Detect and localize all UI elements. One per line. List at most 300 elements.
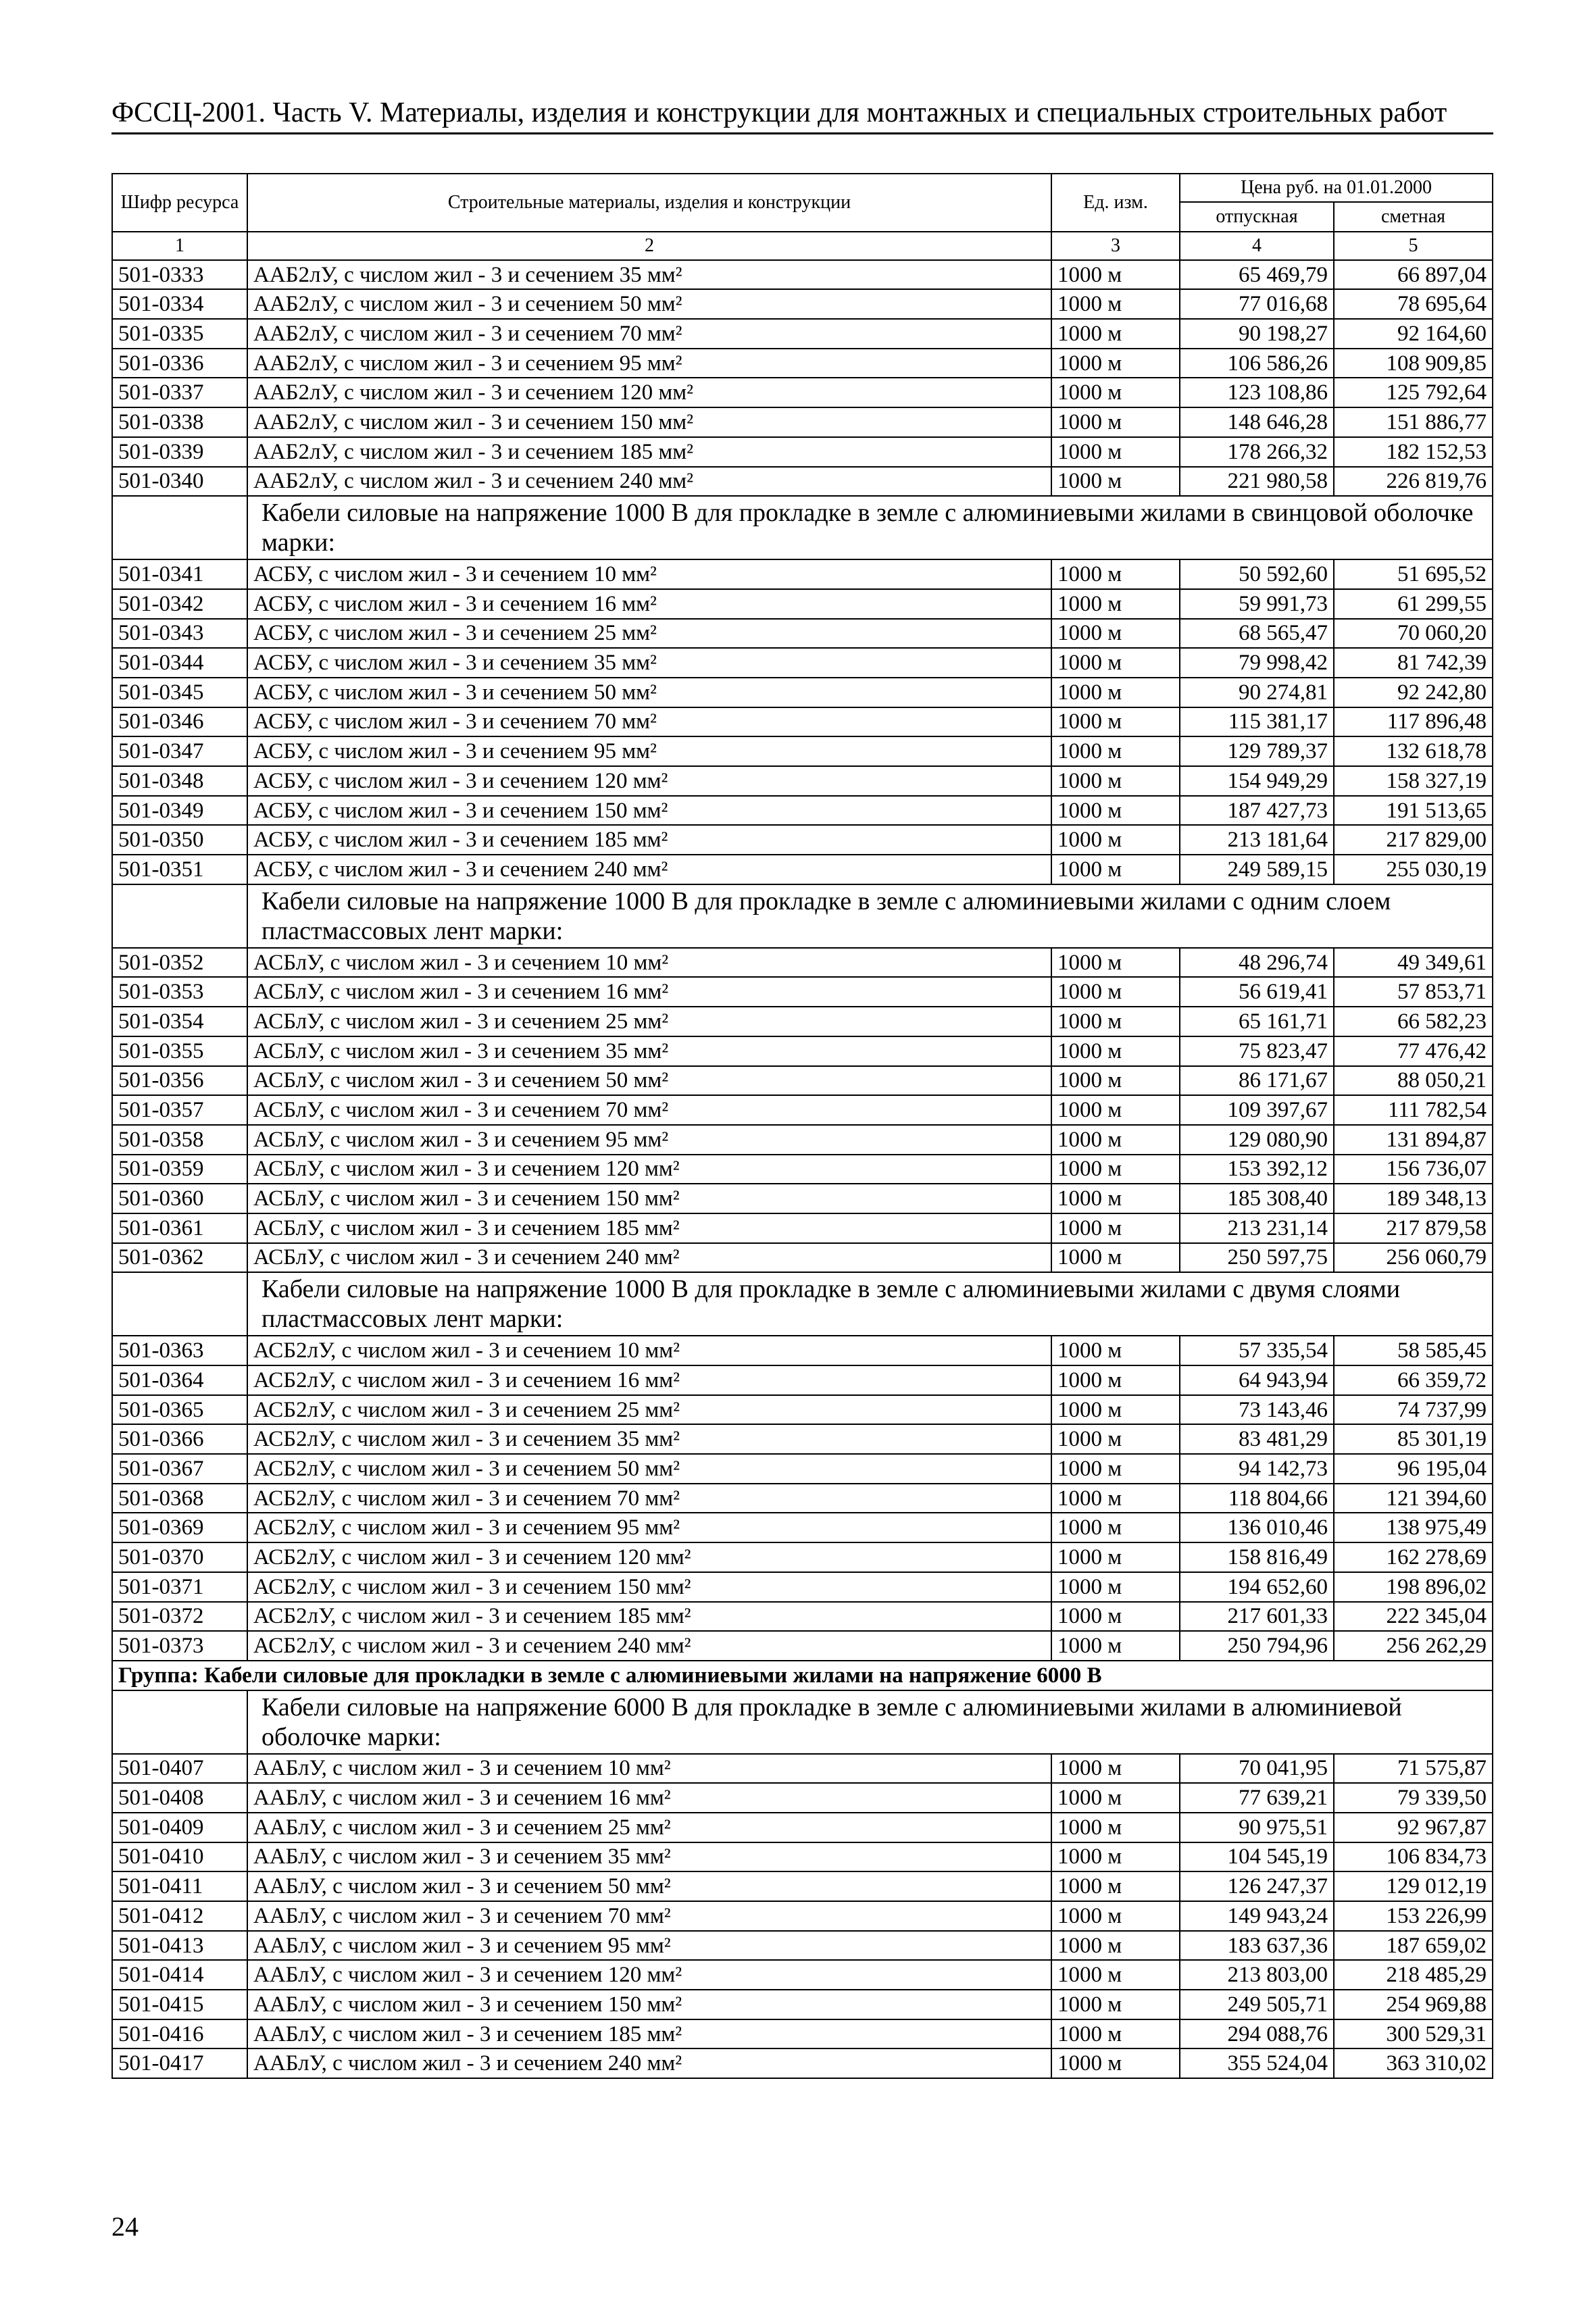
material-name: ААБлУ, с числом жил - 3 и сечением 95 мм² xyxy=(247,1931,1051,1961)
table-row xyxy=(112,1513,1493,1542)
table-row xyxy=(112,1572,1493,1602)
release-price: 217 601,33 xyxy=(1180,1602,1334,1632)
estimate-price: 49 349,61 xyxy=(1334,948,1493,978)
subsection-title: Кабели силовые на напряжение 1000 В для прокладке в земле с алюминиевыми жилами в свинцовой оболочке марки: xyxy=(247,496,1493,559)
unit: 1000 м xyxy=(1051,707,1180,737)
unit: 1000 м xyxy=(1051,589,1180,619)
unit: 1000 м xyxy=(1051,1990,1180,2019)
estimate-price: 153 226,99 xyxy=(1334,1901,1493,1931)
material-name: АСБ2лУ, с числом жил - 3 и сечением 185 мм² xyxy=(247,1602,1051,1632)
unit: 1000 м xyxy=(1051,619,1180,649)
release-price: 129 789,37 xyxy=(1180,736,1334,766)
unit: 1000 м xyxy=(1051,1184,1180,1213)
header-code: Шифр ресурса xyxy=(112,174,247,232)
material-name: АСБУ, с числом жил - 3 и сечением 50 мм² xyxy=(247,678,1051,707)
unit: 1000 м xyxy=(1051,796,1180,826)
material-name: ААБ2лУ, с числом жил - 3 и сечением 185 мм² xyxy=(247,437,1051,467)
table-row xyxy=(112,1871,1493,1901)
material-name: АСБУ, с числом жил - 3 и сечением 95 мм² xyxy=(247,736,1051,766)
table-header-row xyxy=(112,174,1493,202)
table-row xyxy=(112,260,1493,290)
material-name: АСБлУ, с числом жил - 3 и сечением 70 мм² xyxy=(247,1095,1051,1125)
estimate-price: 108 909,85 xyxy=(1334,349,1493,378)
table-row xyxy=(112,1213,1493,1243)
unit: 1000 м xyxy=(1051,855,1180,884)
resource-code: 501-0407 xyxy=(112,1754,247,1784)
release-price: 56 619,41 xyxy=(1180,977,1334,1007)
resource-code: 501-0346 xyxy=(112,707,247,737)
estimate-price: 131 894,87 xyxy=(1334,1125,1493,1155)
estimate-price: 300 529,31 xyxy=(1334,2019,1493,2049)
resource-code: 501-0373 xyxy=(112,1631,247,1661)
table-row xyxy=(112,1184,1493,1213)
table-row xyxy=(112,1931,1493,1961)
table-row xyxy=(112,1036,1493,1066)
resource-code: 501-0357 xyxy=(112,1095,247,1125)
material-name: АСБ2лУ, с числом жил - 3 и сечением 95 мм² xyxy=(247,1513,1051,1542)
resource-code: 501-0337 xyxy=(112,378,247,407)
resource-code: 501-0339 xyxy=(112,437,247,467)
resource-code: 501-0349 xyxy=(112,796,247,826)
resource-code: 501-0341 xyxy=(112,559,247,589)
material-name: ААБлУ, с числом жил - 3 и сечением 16 мм² xyxy=(247,1783,1051,1813)
estimate-price: 66 359,72 xyxy=(1334,1365,1493,1395)
header-estimate: сметная xyxy=(1334,202,1493,232)
release-price: 94 142,73 xyxy=(1180,1454,1334,1484)
subsection-row xyxy=(112,1690,1493,1754)
resource-code: 501-0338 xyxy=(112,407,247,437)
estimate-price: 51 695,52 xyxy=(1334,559,1493,589)
estimate-price: 198 896,02 xyxy=(1334,1572,1493,1602)
release-price: 64 943,94 xyxy=(1180,1365,1334,1395)
unit: 1000 м xyxy=(1051,1095,1180,1125)
release-price: 65 161,71 xyxy=(1180,1007,1334,1036)
release-price: 59 991,73 xyxy=(1180,589,1334,619)
resource-code: 501-0355 xyxy=(112,1036,247,1066)
material-name: ААБлУ, с числом жил - 3 и сечением 120 мм² xyxy=(247,1960,1051,1990)
page-number: 24 xyxy=(111,2211,139,2242)
table-row xyxy=(112,707,1493,737)
resource-code: 501-0342 xyxy=(112,589,247,619)
release-price: 221 980,58 xyxy=(1180,467,1334,497)
material-name: ААБлУ, с числом жил - 3 и сечением 150 мм² xyxy=(247,1990,1051,2019)
release-price: 86 171,67 xyxy=(1180,1066,1334,1096)
table-row xyxy=(112,378,1493,407)
resource-code: 501-0410 xyxy=(112,1842,247,1872)
unit: 1000 м xyxy=(1051,1631,1180,1661)
resource-code: 501-0368 xyxy=(112,1484,247,1513)
unit: 1000 м xyxy=(1051,1036,1180,1066)
release-price: 90 198,27 xyxy=(1180,319,1334,349)
table-row xyxy=(112,1960,1493,1990)
empty-code-cell xyxy=(112,1272,247,1336)
unit: 1000 м xyxy=(1051,260,1180,290)
estimate-price: 162 278,69 xyxy=(1334,1542,1493,1572)
table-row xyxy=(112,2048,1493,2078)
column-number: 4 xyxy=(1180,232,1334,260)
unit: 1000 м xyxy=(1051,1960,1180,1990)
table-row xyxy=(112,467,1493,497)
release-price: 75 823,47 xyxy=(1180,1036,1334,1066)
estimate-price: 85 301,19 xyxy=(1334,1424,1493,1454)
price-table xyxy=(111,173,1493,2079)
unit: 1000 м xyxy=(1051,1513,1180,1542)
material-name: ААБ2лУ, с числом жил - 3 и сечением 150 мм² xyxy=(247,407,1051,437)
resource-code: 501-0369 xyxy=(112,1513,247,1542)
estimate-price: 66 582,23 xyxy=(1334,1007,1493,1036)
unit: 1000 м xyxy=(1051,1842,1180,1872)
table-row xyxy=(112,1484,1493,1513)
group-title: Группа: Кабели силовые для прокладки в земле с алюминиевыми жилами на напряжение 6000 В xyxy=(112,1661,1493,1690)
subsection-title: Кабели силовые на напряжение 6000 В для прокладке в земле с алюминиевыми жилами в алюминиевой оболочке марки: xyxy=(247,1690,1493,1754)
release-price: 65 469,79 xyxy=(1180,260,1334,290)
unit: 1000 м xyxy=(1051,1454,1180,1484)
resource-code: 501-0370 xyxy=(112,1542,247,1572)
table-row xyxy=(112,1990,1493,2019)
header-release: отпускная xyxy=(1180,202,1334,232)
resource-code: 501-0343 xyxy=(112,619,247,649)
release-price: 57 335,54 xyxy=(1180,1336,1334,1365)
resource-code: 501-0360 xyxy=(112,1184,247,1213)
estimate-price: 117 896,48 xyxy=(1334,707,1493,737)
table-row xyxy=(112,1754,1493,1784)
unit: 1000 м xyxy=(1051,2048,1180,2078)
release-price: 194 652,60 xyxy=(1180,1572,1334,1602)
resource-code: 501-0347 xyxy=(112,736,247,766)
table-row xyxy=(112,678,1493,707)
table-row xyxy=(112,289,1493,319)
resource-code: 501-0412 xyxy=(112,1901,247,1931)
material-name: ААБ2лУ, с числом жил - 3 и сечением 50 мм² xyxy=(247,289,1051,319)
release-price: 123 108,86 xyxy=(1180,378,1334,407)
unit: 1000 м xyxy=(1051,1424,1180,1454)
subsection-row xyxy=(112,1272,1493,1336)
material-name: АСБ2лУ, с числом жил - 3 и сечением 120 мм² xyxy=(247,1542,1051,1572)
release-price: 83 481,29 xyxy=(1180,1424,1334,1454)
resource-code: 501-0409 xyxy=(112,1813,247,1842)
column-number: 5 xyxy=(1334,232,1493,260)
release-price: 153 392,12 xyxy=(1180,1155,1334,1184)
unit: 1000 м xyxy=(1051,1572,1180,1602)
estimate-price: 256 262,29 xyxy=(1334,1631,1493,1661)
empty-code-cell xyxy=(112,884,247,948)
estimate-price: 129 012,19 xyxy=(1334,1871,1493,1901)
table-row xyxy=(112,1813,1493,1842)
release-price: 106 586,26 xyxy=(1180,349,1334,378)
estimate-price: 78 695,64 xyxy=(1334,289,1493,319)
estimate-price: 92 967,87 xyxy=(1334,1813,1493,1842)
resource-code: 501-0415 xyxy=(112,1990,247,2019)
estimate-price: 61 299,55 xyxy=(1334,589,1493,619)
column-number: 3 xyxy=(1051,232,1180,260)
release-price: 68 565,47 xyxy=(1180,619,1334,649)
material-name: АСБ2лУ, с числом жил - 3 и сечением 240 мм² xyxy=(247,1631,1051,1661)
estimate-price: 106 834,73 xyxy=(1334,1842,1493,1872)
estimate-price: 57 853,71 xyxy=(1334,977,1493,1007)
table-row xyxy=(112,1631,1493,1661)
release-price: 77 639,21 xyxy=(1180,1783,1334,1813)
header-rule xyxy=(111,132,1493,134)
release-price: 129 080,90 xyxy=(1180,1125,1334,1155)
resource-code: 501-0351 xyxy=(112,855,247,884)
material-name: АСБУ, с числом жил - 3 и сечением 150 мм² xyxy=(247,796,1051,826)
estimate-price: 191 513,65 xyxy=(1334,796,1493,826)
unit: 1000 м xyxy=(1051,349,1180,378)
material-name: АСБУ, с числом жил - 3 и сечением 70 мм² xyxy=(247,707,1051,737)
estimate-price: 121 394,60 xyxy=(1334,1484,1493,1513)
resource-code: 501-0333 xyxy=(112,260,247,290)
release-price: 148 646,28 xyxy=(1180,407,1334,437)
material-name: АСБ2лУ, с числом жил - 3 и сечением 35 мм² xyxy=(247,1424,1051,1454)
unit: 1000 м xyxy=(1051,648,1180,678)
material-name: АСБ2лУ, с числом жил - 3 и сечением 10 мм² xyxy=(247,1336,1051,1365)
unit: 1000 м xyxy=(1051,1602,1180,1632)
unit: 1000 м xyxy=(1051,559,1180,589)
table-row xyxy=(112,349,1493,378)
header-name: Строительные материалы, изделия и конструкции xyxy=(247,174,1051,232)
estimate-price: 254 969,88 xyxy=(1334,1990,1493,2019)
material-name: АСБУ, с числом жил - 3 и сечением 16 мм² xyxy=(247,589,1051,619)
material-name: ААБлУ, с числом жил - 3 и сечением 185 мм² xyxy=(247,2019,1051,2049)
unit: 1000 м xyxy=(1051,1871,1180,1901)
resource-code: 501-0345 xyxy=(112,678,247,707)
material-name: ААБ2лУ, с числом жил - 3 и сечением 240 мм² xyxy=(247,467,1051,497)
material-name: АСБлУ, с числом жил - 3 и сечением 120 мм² xyxy=(247,1155,1051,1184)
material-name: АСБ2лУ, с числом жил - 3 и сечением 70 мм² xyxy=(247,1484,1051,1513)
release-price: 249 589,15 xyxy=(1180,855,1334,884)
resource-code: 501-0335 xyxy=(112,319,247,349)
resource-code: 501-0362 xyxy=(112,1243,247,1273)
empty-code-cell xyxy=(112,1690,247,1754)
resource-code: 501-0356 xyxy=(112,1066,247,1096)
unit: 1000 м xyxy=(1051,1484,1180,1513)
material-name: АСБУ, с числом жил - 3 и сечением 10 мм² xyxy=(247,559,1051,589)
table-row xyxy=(112,855,1493,884)
unit: 1000 м xyxy=(1051,1213,1180,1243)
material-name: ААБ2лУ, с числом жил - 3 и сечением 120 мм² xyxy=(247,378,1051,407)
material-name: АСБлУ, с числом жил - 3 и сечением 10 мм² xyxy=(247,948,1051,978)
resource-code: 501-0361 xyxy=(112,1213,247,1243)
unit: 1000 м xyxy=(1051,766,1180,796)
release-price: 250 794,96 xyxy=(1180,1631,1334,1661)
table-row xyxy=(112,1602,1493,1632)
material-name: АСБ2лУ, с числом жил - 3 и сечением 50 мм² xyxy=(247,1454,1051,1484)
table-row xyxy=(112,1542,1493,1572)
release-price: 187 427,73 xyxy=(1180,796,1334,826)
release-price: 48 296,74 xyxy=(1180,948,1334,978)
estimate-price: 132 618,78 xyxy=(1334,736,1493,766)
estimate-price: 218 485,29 xyxy=(1334,1960,1493,1990)
unit: 1000 м xyxy=(1051,1125,1180,1155)
material-name: ААБлУ, с числом жил - 3 и сечением 35 мм² xyxy=(247,1842,1051,1872)
resource-code: 501-0353 xyxy=(112,977,247,1007)
release-price: 136 010,46 xyxy=(1180,1513,1334,1542)
unit: 1000 м xyxy=(1051,1365,1180,1395)
estimate-price: 79 339,50 xyxy=(1334,1783,1493,1813)
estimate-price: 81 742,39 xyxy=(1334,648,1493,678)
release-price: 158 816,49 xyxy=(1180,1542,1334,1572)
unit: 1000 м xyxy=(1051,1243,1180,1273)
estimate-price: 96 195,04 xyxy=(1334,1454,1493,1484)
unit: 1000 м xyxy=(1051,437,1180,467)
release-price: 90 274,81 xyxy=(1180,678,1334,707)
table-row xyxy=(112,1901,1493,1931)
table-row xyxy=(112,736,1493,766)
resource-code: 501-0352 xyxy=(112,948,247,978)
unit: 1000 м xyxy=(1051,1007,1180,1036)
release-price: 355 524,04 xyxy=(1180,2048,1334,2078)
resource-code: 501-0364 xyxy=(112,1365,247,1395)
material-name: ААБлУ, с числом жил - 3 и сечением 70 мм² xyxy=(247,1901,1051,1931)
estimate-price: 138 975,49 xyxy=(1334,1513,1493,1542)
material-name: ААБ2лУ, с числом жил - 3 и сечением 70 мм² xyxy=(247,319,1051,349)
unit: 1000 м xyxy=(1051,1066,1180,1096)
estimate-price: 88 050,21 xyxy=(1334,1066,1493,1096)
unit: 1000 м xyxy=(1051,407,1180,437)
resource-code: 501-0336 xyxy=(112,349,247,378)
table-row xyxy=(112,437,1493,467)
table-row xyxy=(112,2019,1493,2049)
estimate-price: 156 736,07 xyxy=(1334,1155,1493,1184)
table-row xyxy=(112,1395,1493,1425)
table-row xyxy=(112,1365,1493,1395)
release-price: 183 637,36 xyxy=(1180,1931,1334,1961)
release-price: 149 943,24 xyxy=(1180,1901,1334,1931)
resource-code: 501-0416 xyxy=(112,2019,247,2049)
material-name: АСБлУ, с числом жил - 3 и сечением 240 мм² xyxy=(247,1243,1051,1273)
material-name: АСБлУ, с числом жил - 3 и сечением 35 мм² xyxy=(247,1036,1051,1066)
header-price: Цена руб. на 01.01.2000 xyxy=(1180,174,1493,202)
unit: 1000 м xyxy=(1051,825,1180,855)
subsection-row xyxy=(112,496,1493,559)
resource-code: 501-0354 xyxy=(112,1007,247,1036)
release-price: 178 266,32 xyxy=(1180,437,1334,467)
release-price: 90 975,51 xyxy=(1180,1813,1334,1842)
unit: 1000 м xyxy=(1051,1395,1180,1425)
material-name: АСБлУ, с числом жил - 3 и сечением 50 мм² xyxy=(247,1066,1051,1096)
estimate-price: 222 345,04 xyxy=(1334,1602,1493,1632)
column-number: 1 xyxy=(112,232,247,260)
resource-code: 501-0367 xyxy=(112,1454,247,1484)
table-row xyxy=(112,766,1493,796)
table-row xyxy=(112,1095,1493,1125)
estimate-price: 77 476,42 xyxy=(1334,1036,1493,1066)
estimate-price: 92 242,80 xyxy=(1334,678,1493,707)
estimate-price: 125 792,64 xyxy=(1334,378,1493,407)
subsection-title: Кабели силовые на напряжение 1000 В для прокладке в земле с алюминиевыми жилами с двумя слоями пластмассовых лент марки: xyxy=(247,1272,1493,1336)
release-price: 73 143,46 xyxy=(1180,1395,1334,1425)
resource-code: 501-0372 xyxy=(112,1602,247,1632)
estimate-price: 158 327,19 xyxy=(1334,766,1493,796)
estimate-price: 151 886,77 xyxy=(1334,407,1493,437)
material-name: АСБУ, с числом жил - 3 и сечением 35 мм² xyxy=(247,648,1051,678)
resource-code: 501-0334 xyxy=(112,289,247,319)
resource-code: 501-0340 xyxy=(112,467,247,497)
unit: 1000 м xyxy=(1051,1901,1180,1931)
table-row xyxy=(112,559,1493,589)
resource-code: 501-0417 xyxy=(112,2048,247,2078)
release-price: 115 381,17 xyxy=(1180,707,1334,737)
material-name: ААБлУ, с числом жил - 3 и сечением 50 мм² xyxy=(247,1871,1051,1901)
estimate-price: 217 879,58 xyxy=(1334,1213,1493,1243)
unit: 1000 м xyxy=(1051,678,1180,707)
table-row xyxy=(112,1783,1493,1813)
material-name: ААБлУ, с числом жил - 3 и сечением 240 мм² xyxy=(247,2048,1051,2078)
table-row xyxy=(112,1424,1493,1454)
unit: 1000 м xyxy=(1051,1155,1180,1184)
table-row xyxy=(112,407,1493,437)
release-price: 213 181,64 xyxy=(1180,825,1334,855)
empty-code-cell xyxy=(112,496,247,559)
material-name: ААБлУ, с числом жил - 3 и сечением 10 мм² xyxy=(247,1754,1051,1784)
release-price: 126 247,37 xyxy=(1180,1871,1334,1901)
estimate-price: 189 348,13 xyxy=(1334,1184,1493,1213)
estimate-price: 71 575,87 xyxy=(1334,1754,1493,1784)
resource-code: 501-0413 xyxy=(112,1931,247,1961)
table-row xyxy=(112,1007,1493,1036)
resource-code: 501-0348 xyxy=(112,766,247,796)
resource-code: 501-0363 xyxy=(112,1336,247,1365)
table-row xyxy=(112,648,1493,678)
unit: 1000 м xyxy=(1051,467,1180,497)
unit: 1000 м xyxy=(1051,1336,1180,1365)
estimate-price: 187 659,02 xyxy=(1334,1931,1493,1961)
resource-code: 501-0344 xyxy=(112,648,247,678)
release-price: 79 998,42 xyxy=(1180,648,1334,678)
release-price: 250 597,75 xyxy=(1180,1243,1334,1273)
unit: 1000 м xyxy=(1051,1783,1180,1813)
estimate-price: 66 897,04 xyxy=(1334,260,1493,290)
resource-code: 501-0371 xyxy=(112,1572,247,1602)
table-row xyxy=(112,1842,1493,1872)
material-name: АСБлУ, с числом жил - 3 и сечением 185 мм² xyxy=(247,1213,1051,1243)
column-number-row xyxy=(112,232,1493,260)
release-price: 118 804,66 xyxy=(1180,1484,1334,1513)
estimate-price: 217 829,00 xyxy=(1334,825,1493,855)
release-price: 50 592,60 xyxy=(1180,559,1334,589)
release-price: 109 397,67 xyxy=(1180,1095,1334,1125)
table-row xyxy=(112,1454,1493,1484)
material-name: ААБ2лУ, с числом жил - 3 и сечением 95 мм² xyxy=(247,349,1051,378)
release-price: 70 041,95 xyxy=(1180,1754,1334,1784)
table-row xyxy=(112,825,1493,855)
unit: 1000 м xyxy=(1051,948,1180,978)
material-name: АСБ2лУ, с числом жил - 3 и сечением 25 мм² xyxy=(247,1395,1051,1425)
subsection-row xyxy=(112,884,1493,948)
resource-code: 501-0366 xyxy=(112,1424,247,1454)
estimate-price: 255 030,19 xyxy=(1334,855,1493,884)
resource-code: 501-0365 xyxy=(112,1395,247,1425)
header-unit: Ед. изм. xyxy=(1051,174,1180,232)
table-row xyxy=(112,1155,1493,1184)
material-name: АСБлУ, с числом жил - 3 и сечением 16 мм² xyxy=(247,977,1051,1007)
material-name: АСБУ, с числом жил - 3 и сечением 185 мм² xyxy=(247,825,1051,855)
table-row xyxy=(112,1125,1493,1155)
resource-code: 501-0350 xyxy=(112,825,247,855)
estimate-price: 58 585,45 xyxy=(1334,1336,1493,1365)
material-name: АСБУ, с числом жил - 3 и сечением 120 мм² xyxy=(247,766,1051,796)
unit: 1000 м xyxy=(1051,736,1180,766)
table-row xyxy=(112,319,1493,349)
unit: 1000 м xyxy=(1051,378,1180,407)
release-price: 104 545,19 xyxy=(1180,1842,1334,1872)
resource-code: 501-0414 xyxy=(112,1960,247,1990)
resource-code: 501-0358 xyxy=(112,1125,247,1155)
resource-code: 501-0359 xyxy=(112,1155,247,1184)
estimate-price: 226 819,76 xyxy=(1334,467,1493,497)
material-name: АСБлУ, с числом жил - 3 и сечением 95 мм² xyxy=(247,1125,1051,1155)
table-row xyxy=(112,1336,1493,1365)
